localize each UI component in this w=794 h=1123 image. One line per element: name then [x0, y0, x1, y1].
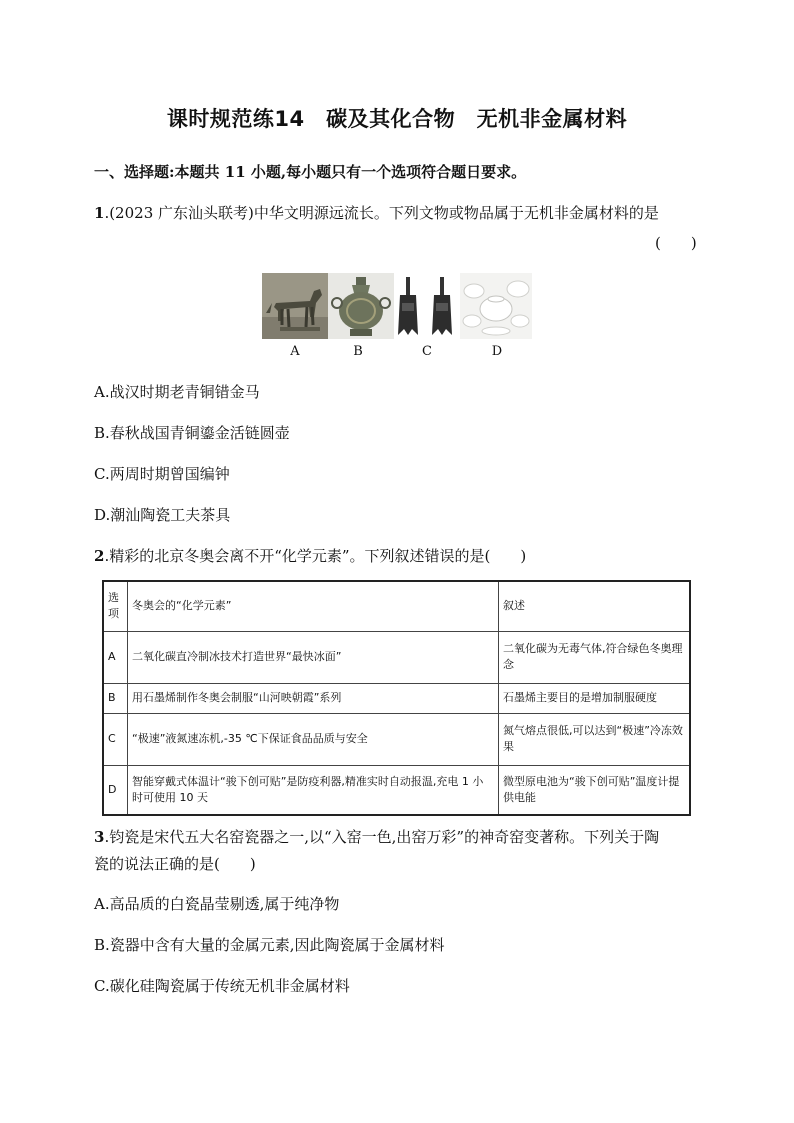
- table-row: [103, 683, 690, 713]
- table-cell: A: [103, 631, 128, 683]
- question-2-number: 2: [94, 547, 105, 565]
- page-title: 课时规范练14 碳及其化合物 无机非金属材料: [166, 107, 628, 131]
- figure-label-a: A: [290, 344, 300, 359]
- question-3: [94, 826, 659, 847]
- question-1-answer-paren: ( ): [655, 234, 697, 252]
- table-cell: B: [103, 683, 128, 713]
- question-3-text-line1: .钧瓷是宋代五大名窑瓷器之一,以“入窑一色,出窑万彩”的神奇窑变著称。下列关于陶: [104, 828, 660, 846]
- question-2-text: .精彩的北京冬奥会离不开“化学元素”。下列叙述错误的是( ): [104, 547, 527, 565]
- table-cell: 微型原电池为“骏下创可贴”温度计提供电能: [499, 765, 691, 815]
- table-row: [103, 713, 690, 765]
- table-cell: 用石墨烯制作冬奥会制服“山河映朝霞”系列: [128, 683, 499, 713]
- table-cell: 石墨烯主要目的是增加制服硬度: [499, 683, 691, 713]
- section-heading: 一、选择题:本题共 11 小题,每小题只有一个选项符合题日要求。: [94, 163, 527, 181]
- bronze-pot-icon: [328, 273, 394, 339]
- table-header-cell: 叙述: [499, 581, 691, 631]
- question-1-number: 1: [94, 204, 105, 222]
- question-3-option-c: C.碳化硅陶瓷属于传统无机非金属材料: [94, 977, 350, 995]
- table-cell: 二氧化碳直冷制冰技术打造世界“最快冰面”: [128, 631, 499, 683]
- figure-label-b: B: [353, 344, 363, 359]
- table-header-row: [103, 581, 690, 631]
- table-cell: C: [103, 713, 128, 765]
- question-1-option-c: C.两周时期曾国编钟: [94, 465, 230, 483]
- table-cell: D: [103, 765, 128, 815]
- table-cell: 智能穿戴式体温计“骏下创可贴”是防疫利器,精准实时自动报温,充电 1 小时可使用 10 天: [128, 765, 499, 815]
- question-2-table: [102, 580, 691, 816]
- question-1-option-b: B.春秋战国青铜鎏金活链圆壶: [94, 424, 290, 442]
- bronze-horse-icon: [262, 273, 328, 339]
- table-cell: 氮气熔点很低,可以达到“极速”冷冻效果: [499, 713, 691, 765]
- table-cell: “极速”液氮速冻机,-35 ℃下保证食品品质与安全: [128, 713, 499, 765]
- question-1-option-d: D.潮汕陶瓷工夫茶具: [94, 506, 231, 524]
- question-1-option-a: A.战汉时期老青铜错金马: [94, 383, 260, 401]
- question-1-figures: [262, 273, 532, 363]
- figure-label-c: C: [422, 344, 432, 359]
- table-row: [103, 765, 690, 815]
- figure-label-d: D: [491, 344, 503, 359]
- table-row: [103, 631, 690, 683]
- table-cell: 二氧化碳为无毒气体,符合绿色冬奥理念: [499, 631, 691, 683]
- bronze-bells-icon: [394, 273, 460, 339]
- table-header-cell: 选项: [103, 581, 128, 631]
- porcelain-teaset-icon: [460, 273, 532, 339]
- question-3-text-line2: 瓷的说法正确的是( ): [94, 855, 256, 873]
- question-1: [94, 202, 659, 223]
- table-header-cell: 冬奥会的“化学元素”: [128, 581, 499, 631]
- question-2: [94, 545, 526, 566]
- question-1-text: .(2023 广东汕头联考)中华文明源远流长。下列文物或物品属于无机非金属材料的是: [104, 204, 659, 222]
- question-3-option-b: B.瓷器中含有大量的金属元素,因此陶瓷属于金属材料: [94, 936, 445, 954]
- question-3-option-a: A.高品质的白瓷晶莹剔透,属于纯净物: [94, 895, 340, 913]
- question-3-number: 3: [94, 828, 105, 846]
